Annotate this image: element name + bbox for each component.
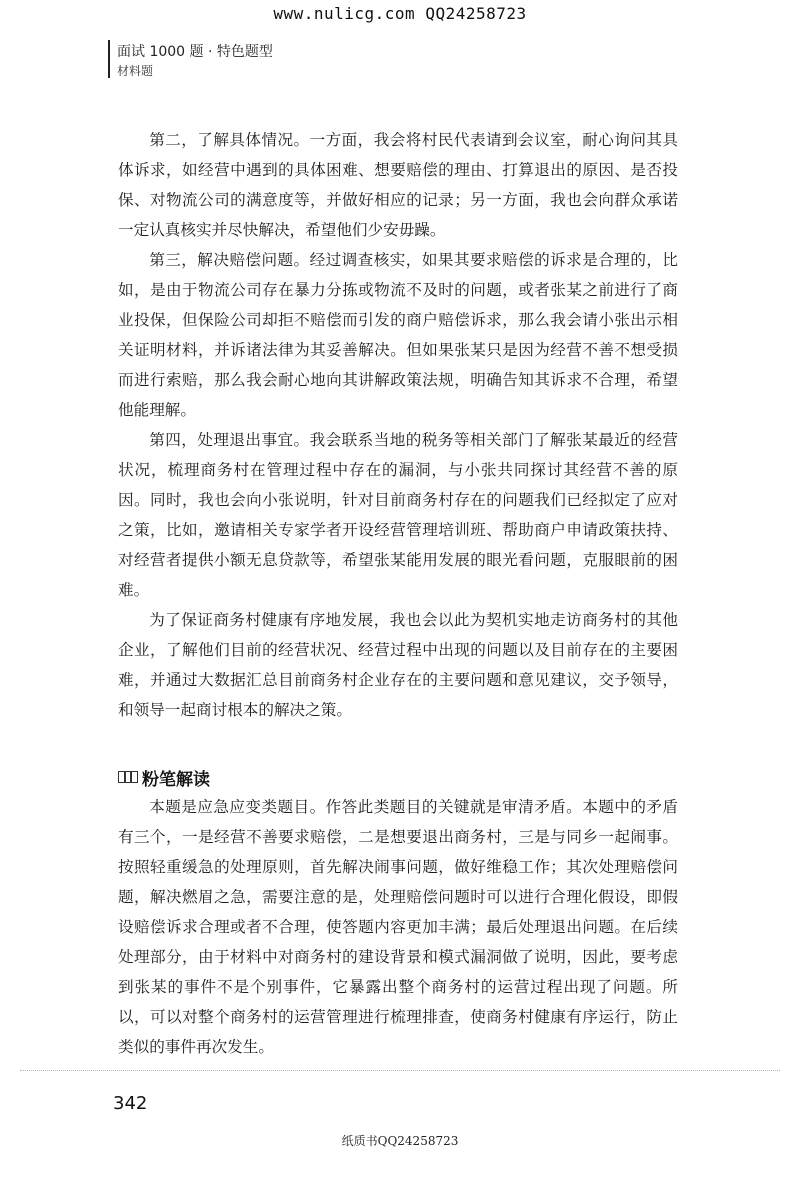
analysis-heading-text: 粉笔解读 <box>142 769 210 790</box>
answer-paragraph-5: 为了保证商务村健康有序地发展，我也会以此为契机实地走访商务村的其他企业，了解他们目前的经营状况、经营过程中出现的问题以及目前存在的主要困难，并通过大数据汇总目前商务村企业存在的主要问题和意见建议，交予领导，和领导一起商讨根本的解决之策。 <box>118 611 678 719</box>
answer-paragraph-4: 第四，处理退出事宜。我会联系当地的税务等相关部门了解张某最近的经营状况，梳理商务村在管理过程中存在的漏洞，与小张共同探讨其经营不善的原因。同时，我也会向小张说明，针对目前商务村存在的问题我们已经拟定了应对之策，比如，邀请相关专家学者开设经营管理培训班、帮助商户申请政策扶持、对经营者提供小额无息贷款等，希望张某能用发展的眼光看问题，克服眼前的困难。 <box>118 431 678 599</box>
section-tag: 材料题 <box>117 64 154 78</box>
main-content <box>118 125 678 1062</box>
page-number: 342 <box>113 1093 148 1114</box>
site-watermark-banner: www.nulicg.com QQ24258723 <box>273 4 527 23</box>
analysis-heading <box>118 762 678 792</box>
footer-watermark: 纸质书QQ24258723 <box>341 1134 459 1148</box>
book-icon <box>118 771 138 783</box>
header-vertical-rule <box>108 40 110 78</box>
answer-paragraph-2: 第二，了解具体情况。一方面，我会将村民代表请到会议室，耐心询问其具体诉求，如经营中遇到的具体困难、想要赔偿的理由、打算退出的原因、是否投保、对物流公司的满意度等，并做好相应的记录；另一方面，我也会向群众承诺一定认真核实并尽快解决，希望他们少安毋躁。 <box>118 131 678 239</box>
book-title: 面试 1000 题 · 特色题型 <box>117 44 273 60</box>
footer-dotted-divider <box>20 1070 780 1071</box>
analysis-paragraph: 本题是应急应变类题目。作答此类题目的关键就是审清矛盾。本题中的矛盾有三个，一是经营不善要求赔偿，二是想要退出商务村，三是与同乡一起闹事。按照轻重缓急的处理原则，首先解决闹事问题，做好维稳工作；其次处理赔偿问题，解决燃眉之急，需要注意的是，处理赔偿问题时可以进行合理化假设，即假设赔偿诉求合理或者不合理，使答题内容更加丰满；最后处理退出问题。在后续处理部分，由于材料中对商务村的建设背景和模式漏洞做了说明，因此，要考虑到张某的事件不是个别事件，它暴露出整个商务村的运营过程出现了问题。所以，可以对整个商务村的运营管理进行梳理排查，使商务村健康有序运行，防止类似的事件再次发生。 <box>118 798 678 1056</box>
answer-paragraph-3: 第三，解决赔偿问题。经过调查核实，如果其要求赔偿的诉求是合理的，比如，是由于物流公司存在暴力分拣或物流不及时的问题，或者张某之前进行了商业投保，但保险公司却拒不赔偿而引发的商户赔偿诉求，那么我会请小张出示相关证明材料，并诉诸法律为其妥善解决。但如果张某只是因为经营不善不想受损而进行索赔，那么我会耐心地向其讲解政策法规，明确告知其诉求不合理，希望他能理解。 <box>118 251 678 419</box>
